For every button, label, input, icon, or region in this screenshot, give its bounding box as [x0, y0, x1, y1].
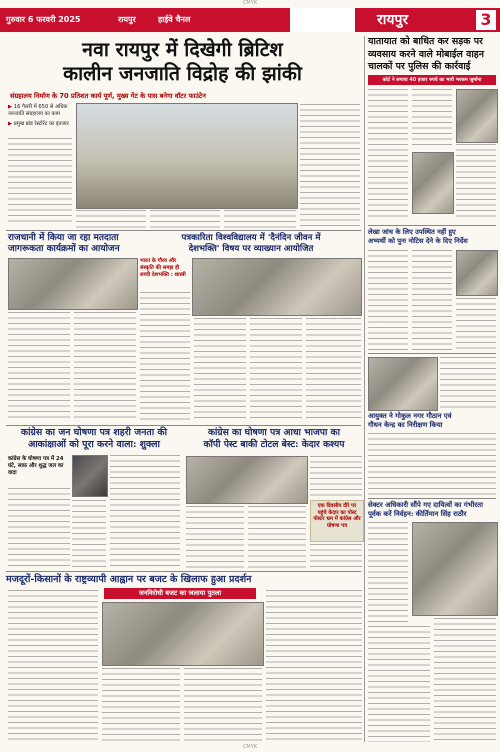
story3-photo — [192, 258, 362, 316]
story5-body-col1 — [186, 506, 244, 568]
right-lower-line1: आयुक्त ने गोकुल नगर गौठान एवं — [368, 412, 452, 420]
lead-bullet-1: ▶ 16 गैलरी में 650 से अधिक जनजाति संग्रहालय का काम — [8, 104, 68, 117]
right-mid-line2: अभ्यर्थी को पुनः नोटिस देने के दिए निर्देश — [368, 237, 468, 245]
lead-body-col2 — [76, 210, 146, 228]
right-mid-body-col3 — [456, 298, 496, 350]
story2-headline — [8, 233, 136, 255]
lead-bullets — [8, 104, 72, 128]
column-rule — [364, 36, 365, 742]
lead-photo — [76, 103, 298, 209]
lead-body-col3 — [150, 210, 220, 228]
divider — [368, 498, 496, 499]
masthead-bar-left — [0, 8, 290, 32]
lead-headline-line1: नवा रायपुर में दिखेगी ब्रिटिश — [82, 38, 283, 61]
print-mark-bottom: CMYK — [242, 744, 258, 750]
masthead-gap — [290, 8, 355, 32]
story4-title-line1: कांग्रेस का जन घोषणा पत्र शहरी जनता की — [20, 427, 168, 438]
story4-subhead: कांग्रेस के घोषणा पत्र में 24 घंटे, साफ़ और शुद्ध जल का वादा — [8, 456, 64, 476]
print-mark-top: CMYK — [242, 0, 258, 6]
right-top-body-col1 — [368, 89, 408, 221]
story5-pullquote: एक दिवसीय दौरे पर पहुंचे केदार का पोस्ट पोस्टर भ्रम में कांग्रेस और घोषणा पत्र — [313, 503, 361, 529]
story2-photo — [8, 258, 138, 310]
right-bottom-line2: पूर्वक करें निर्वहन: कीर्तिमान सिंह राठौर — [368, 510, 467, 518]
divider — [6, 425, 361, 426]
story6-body-col4 — [266, 590, 362, 742]
story6-body-col2 — [102, 668, 180, 742]
story6-headline: मजदूरों-किसानों के राष्ट्रव्यापी आह्वान पर बजट के खिलाफ हुआ प्रदर्शन — [6, 574, 252, 585]
lead-headline — [20, 38, 345, 86]
right-bottom-body-col3 — [434, 618, 496, 742]
masthead-bar-right — [355, 8, 500, 32]
story3-body-col2 — [194, 318, 246, 422]
story2-body-col2 — [74, 312, 136, 422]
story6-body-col3 — [184, 668, 262, 742]
story5-body-col3 — [310, 456, 362, 498]
story5-pullquote-box — [310, 500, 364, 542]
right-lower-line2: गौधन केन्द्र का निरीक्षण किया — [368, 421, 443, 429]
right-mid-headline — [368, 228, 496, 246]
right-lower-headline — [368, 412, 496, 430]
story4-portrait — [72, 455, 108, 497]
right-bottom-line1: सेक्टर अधिकारी सौंपे गए दायित्वों का गंभीरता — [368, 501, 483, 509]
right-top-photo-2 — [456, 89, 498, 143]
divider — [6, 230, 361, 231]
page-number: 3 — [476, 10, 496, 30]
story4-body-col1 — [8, 488, 70, 568]
story5-title-line1: कांग्रेस का घोषणा पत्र आधा भाजपा का — [208, 427, 340, 438]
lead-body-col3b — [224, 210, 296, 228]
right-mid-photo — [456, 250, 498, 296]
divider — [368, 353, 496, 354]
right-bottom-headline — [368, 501, 496, 519]
right-bottom-body-col1 — [368, 522, 408, 622]
right-mid-body-col2 — [412, 250, 452, 350]
divider — [6, 571, 361, 572]
right-mid-line1: लेखा जांच के लिए उपस्थित नहीं हुए — [368, 228, 456, 236]
right-top-banner: कोर्ट ने लगाया 40 हजार रुपये का भारी भरकम जुर्माना — [368, 75, 496, 85]
story4-title-line2: आकांक्षाओं को पूरा करने वाला: शुक्ला — [28, 439, 160, 450]
right-top-line3: चालकों पर पुलिस की कार्रवाई — [368, 61, 471, 72]
right-mid-body-col1 — [368, 250, 408, 350]
divider — [368, 225, 496, 226]
bullet-icon: ▶ — [8, 104, 14, 110]
story6-photo — [102, 602, 264, 666]
story2-title: जागरूकता कार्यक्रमों का आयोजन — [8, 244, 120, 254]
story5-headline — [186, 427, 362, 451]
masthead-city-right: रायपुर — [377, 12, 409, 28]
story3-body-col3 — [250, 318, 302, 422]
story4-headline — [6, 427, 182, 451]
story2-body-col1 — [8, 312, 70, 422]
right-lower-body-top — [440, 357, 496, 409]
story5-title-line2: कॉपी पेस्ट बाकी टोटल बेस्ट: केदार कश्यप — [203, 439, 345, 450]
story4-body-col1b — [72, 500, 106, 568]
story5-photo — [186, 456, 308, 504]
bullet-icon: ▶ — [8, 121, 14, 127]
right-bottom-body-col2 — [368, 626, 430, 742]
story2-kicker: राजधानी में किया जा रहा मतदाता — [8, 233, 119, 243]
story3-headline — [140, 233, 362, 255]
story3-body-col1 — [140, 292, 190, 422]
right-top-line2: व्यवसाय करने वाले मोबाईल वाहन — [368, 48, 484, 60]
story3-title-line2: देशभक्ति' विषय पर व्याख्यान आयोजित — [188, 244, 314, 254]
lead-headline-line2: कालीन जनजाति विद्रोह की झांकी — [63, 62, 302, 85]
right-top-body-col3 — [456, 144, 496, 221]
story3-title-line1: पत्रकारिता विश्वविद्यालय में 'दैनंदिन जीवन में — [181, 233, 321, 243]
story6-body-col1 — [8, 590, 98, 742]
right-top-photo-1 — [412, 152, 454, 214]
right-top-body-col2 — [412, 89, 452, 149]
lead-subhead: संग्रहालय निर्माण के 70 प्रतिशत कार्य पूर्ण, मुख्य गेट के पास बनेगा वॉटर फाउंटेन — [10, 92, 206, 100]
story3-body-col4 — [306, 318, 361, 422]
right-lower-body — [368, 433, 496, 495]
right-top-line1: यातायात को बाधित कर सड़क पर — [368, 36, 483, 47]
lead-body-col1 — [8, 138, 72, 226]
story4-body-col2 — [110, 455, 180, 568]
story6-subhead: जनविरोधी बजट का जलाया पुतला — [104, 588, 256, 599]
story5-body-col3b — [310, 544, 362, 568]
masthead-section: हाईवे चैनल — [158, 15, 191, 24]
issue-date: गुरुवार 6 फरवरी 2025 — [6, 15, 81, 24]
right-top-headline — [368, 36, 496, 74]
masthead-city-left: रायपुर — [118, 15, 136, 24]
right-bottom-photo — [412, 522, 498, 616]
lead-body-col4 — [300, 104, 360, 226]
story5-body-col2 — [248, 506, 306, 568]
right-lower-photo — [368, 357, 438, 411]
story3-caption: भारत के गौरव और संस्कृति की समझ ही सच्ची देशभक्ति : शास्त्री — [140, 258, 186, 278]
lead-bullet-2: ▶ प्रमुख ब्रांड रेस्टोरेंट का इंतजार — [8, 121, 69, 127]
